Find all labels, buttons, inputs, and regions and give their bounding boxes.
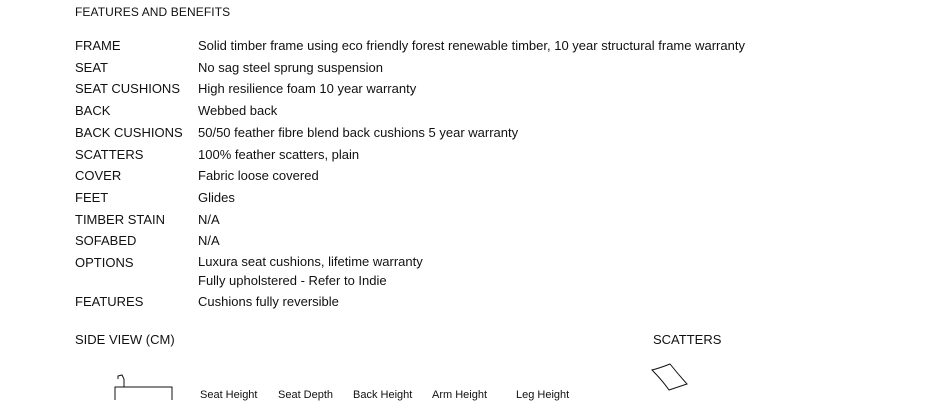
spec-row-seat-cushions [75,78,895,100]
spec-label: COVER [75,168,122,184]
sofa-side-outline-icon [110,374,180,400]
spec-value: N/A [198,233,220,249]
spec-row-back-cushions [75,122,895,144]
spec-label: FEET [75,189,109,205]
spec-value: Solid timber frame using eco friendly forest renewable timber, 10 year structural frame warranty [198,38,745,53]
spec-label: TIMBER STAIN [75,211,166,227]
dimension-label-back-height: Back Height [353,389,413,401]
spec-label: OPTIONS [75,255,134,271]
dimension-label-seat-height: Seat Height [200,389,258,401]
spec-row-frame [75,35,895,57]
spec-row-seat [75,57,895,79]
spec-row-cover [75,165,895,187]
cushion-outline-icon [648,362,692,394]
spec-row-sofabed [75,230,895,252]
spec-value: 50/50 feather fibre blend back cushions 5 year warranty [198,124,519,140]
spec-value: Glides [198,189,235,205]
spec-value: N/A [198,211,220,227]
section-title: FEATURES AND BENEFITS [75,5,231,19]
dimension-label-arm-height: Arm Height [432,389,488,401]
spec-label: SEAT [75,59,108,75]
dimension-label-seat-depth: Seat Depth [278,389,334,401]
side-view-dimensions [200,389,569,401]
spec-label: BACK CUSHIONS [75,124,183,140]
spec-value: 100% feather scatters, plain [198,146,360,162]
spec-value: Cushions fully reversible [198,293,339,309]
spec-label: BACK [75,103,111,119]
spec-label: SCATTERS [75,146,144,162]
spec-value: Fabric loose covered [198,168,319,184]
scatters-title: SCATTERS [653,332,722,347]
spec-row-options [75,252,895,291]
spec-label: SEAT CUSHIONS [75,81,180,97]
spec-row-feet [75,187,895,209]
spec-row-back [75,100,895,122]
spec-row-timber-stain [75,209,895,231]
spec-label: FEATURES [75,293,144,309]
spec-value: Webbed back [198,103,278,119]
spec-value: Fully upholstered - Refer to Indie [198,273,387,289]
spec-list [75,35,895,312]
spec-value: No sag steel sprung suspension [198,59,384,75]
spec-value: Luxura seat cushions, lifetime warranty [198,254,423,270]
spec-value: High resilience foam 10 year warranty [198,81,417,97]
dimension-label-leg-height: Leg Height [516,389,570,401]
spec-label: FRAME [75,38,121,53]
spec-row-features [75,291,895,313]
spec-row-scatters [75,144,895,166]
spec-label: SOFABED [75,233,137,249]
side-view-title: SIDE VIEW (CM) [75,332,175,347]
